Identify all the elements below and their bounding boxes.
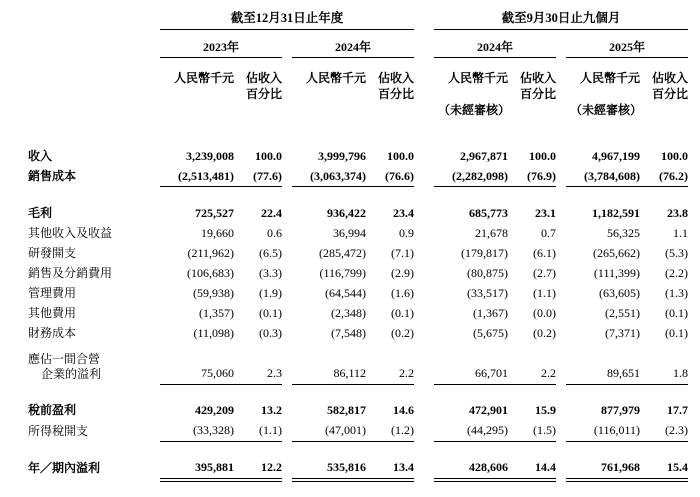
column-gap: [414, 203, 434, 223]
column-gap: [556, 30, 566, 58]
amount-cell: 877,979: [601, 403, 641, 417]
unit-pct-2024-nine-months: [508, 58, 556, 131]
unit-pct-label-top: 佔收入: [378, 71, 415, 85]
subtotal-rule: [28, 187, 688, 199]
percent-cell: 23.4: [393, 205, 415, 220]
row-label: [28, 458, 160, 479]
percent-cell: (2.3): [665, 423, 689, 437]
column-gap: [414, 349, 434, 384]
unit-rmb-2024-nine-months: [434, 58, 511, 131]
unit-amount-label: 人民幣千元: [448, 71, 509, 85]
amount-cell: (59,938): [193, 285, 234, 300]
amount-cell: (3,784,608): [584, 168, 641, 183]
year-2024: 2024年: [292, 30, 414, 58]
table-row: [28, 263, 688, 283]
percent-cell: 23.8: [667, 205, 689, 220]
amount-cell: 472,901: [469, 403, 509, 417]
column-gap: [282, 458, 292, 479]
unit-pct-label-top: 佔收入: [520, 71, 557, 85]
row-label: [28, 421, 160, 442]
amount-cell: 36,994: [333, 225, 366, 240]
table-body: [28, 130, 688, 481]
column-gap: [556, 223, 566, 243]
table-row: [28, 223, 688, 243]
table-row: [28, 243, 688, 263]
amount-cell: 3,239,008: [186, 148, 234, 163]
amount-cell: (7,548): [331, 325, 366, 340]
percent-cell: (1.1): [259, 423, 282, 437]
amount-cell: (111,399): [593, 265, 641, 280]
column-gap: [414, 384, 434, 396]
row-label-text: 銷售及分銷費用: [28, 265, 113, 280]
column-gap: [414, 58, 434, 131]
percent-cell: 23.1: [535, 205, 557, 220]
year-row: [28, 30, 688, 58]
amount-cell: 2,967,871: [460, 148, 509, 163]
empty-cell: [28, 58, 160, 131]
column-gap: [282, 203, 292, 223]
period-group-nine-months: 截至9月30日止九個月: [434, 8, 688, 30]
rule-segment: [292, 384, 414, 396]
percent-cell: (76.2): [659, 168, 689, 183]
amount-cell: 1,182,591: [592, 205, 641, 220]
income-statement-table: [28, 8, 688, 482]
amount-cell: 936,422: [327, 205, 366, 220]
rule-segment: [160, 187, 282, 199]
row-label-text: 所得稅開支: [28, 423, 89, 438]
column-gap: [556, 441, 566, 453]
column-gap: [556, 323, 566, 343]
percent-cell: (5.3): [665, 245, 689, 260]
rule-segment: [160, 384, 282, 396]
year-2025-nine-months: 2025年: [566, 30, 688, 58]
empty-cell: [28, 30, 160, 58]
percent-cell: (77.6): [253, 168, 282, 183]
percent-cell: 15.9: [535, 403, 557, 417]
subtotal-rule: [28, 384, 688, 396]
unit-rmb-2025-nine-months: [566, 58, 643, 131]
percent-cell: (0.1): [665, 325, 689, 340]
percent-cell: (0.2): [533, 325, 557, 340]
percent-cell: 17.7: [667, 403, 689, 417]
row-label: [28, 401, 160, 421]
percent-cell: 1.1: [673, 225, 689, 240]
amount-cell: (106,683): [187, 265, 234, 280]
column-gap: [282, 58, 292, 131]
column-gap: [414, 421, 434, 442]
unit-pct-label-top: 佔收入: [245, 71, 282, 85]
percent-cell: (0.0): [533, 305, 557, 320]
percent-cell: 14.4: [535, 460, 557, 474]
unit-rmb-2023: [160, 58, 234, 131]
column-gap: [414, 283, 434, 303]
percent-cell: 14.6: [393, 403, 415, 417]
amount-cell: (1,367): [473, 305, 509, 320]
column-gap: [556, 58, 566, 131]
amount-cell: (11,098): [193, 325, 234, 340]
column-gap: [282, 441, 292, 453]
rule-segment: [566, 384, 688, 396]
rule-segment: [160, 478, 282, 481]
percent-cell: (2.7): [533, 265, 557, 280]
column-gap: [282, 401, 292, 421]
column-gap: [282, 349, 292, 384]
percent-cell: 0.7: [541, 225, 557, 240]
unit-header-row: [28, 58, 688, 131]
unit-pct-label-bottom: 百分比: [378, 87, 415, 101]
column-gap: [414, 401, 434, 421]
amount-cell: 56,325: [607, 225, 641, 240]
amount-cell: (2,551): [605, 305, 641, 320]
amount-cell: (211,962): [187, 245, 234, 260]
table-row: [28, 458, 688, 479]
percent-cell: (0.3): [259, 325, 282, 340]
year-2023: 2023年: [160, 30, 282, 58]
amount-cell: (63,605): [599, 285, 641, 300]
amount-cell: (80,875): [467, 265, 509, 280]
column-gap: [414, 441, 434, 453]
row-label-text: 財務成本: [28, 325, 77, 340]
unit-amount-label: 人民幣千元: [173, 71, 234, 85]
row-label: [28, 243, 160, 263]
percent-cell: (1.1): [533, 285, 557, 300]
column-gap: [282, 283, 292, 303]
percent-cell: (1.6): [391, 285, 415, 300]
amount-cell: (2,513,481): [178, 168, 234, 183]
column-gap: [556, 203, 566, 223]
row-label-text: 稅前盈利: [28, 403, 77, 417]
column-gap: [282, 166, 292, 187]
amount-cell: 3,999,796: [318, 148, 366, 163]
percent-cell: (0.1): [259, 305, 282, 320]
column-gap: [556, 263, 566, 283]
column-gap: [414, 323, 434, 343]
amount-cell: (33,517): [467, 285, 509, 300]
amount-cell: (5,675): [473, 325, 509, 340]
column-gap: [282, 243, 292, 263]
column-gap: [556, 401, 566, 421]
percent-cell: (2.2): [665, 265, 689, 280]
rule-segment: [566, 187, 688, 199]
column-gap: [556, 283, 566, 303]
percent-cell: (0.1): [391, 305, 415, 320]
column-gap: [556, 384, 566, 396]
row-label-text: 銷售成本: [28, 169, 77, 183]
percent-cell: 22.4: [261, 205, 282, 220]
unit-pct-label-bottom: 百分比: [245, 87, 282, 101]
row-label-text: 毛利: [28, 205, 53, 220]
rule-segment: [292, 187, 414, 199]
amount-cell: (2,282,098): [452, 168, 509, 183]
rule-segment: [566, 441, 688, 453]
percent-cell: (2.9): [391, 265, 415, 280]
amount-cell: 86,112: [333, 366, 366, 380]
column-gap: [414, 146, 434, 166]
amount-cell: (44,295): [467, 423, 509, 437]
amount-cell: (265,662): [593, 245, 641, 260]
percent-cell: 2.2: [399, 366, 415, 380]
percent-cell: 2.2: [541, 366, 557, 380]
amount-cell: 429,209: [195, 403, 234, 417]
row-label-text: 年／期內溢利: [28, 460, 101, 475]
amount-cell: (1,357): [199, 305, 234, 320]
row-label-text: 收入: [28, 148, 53, 163]
percent-cell: 13.4: [393, 460, 415, 474]
amount-cell: 725,527: [195, 205, 234, 220]
percent-cell: (0.1): [665, 305, 689, 320]
amount-cell: (116,011): [593, 423, 641, 437]
grand-total-double-rule: [28, 478, 688, 481]
empty-cell: [28, 8, 160, 30]
unit-pct-label-top: 佔收入: [652, 71, 689, 85]
amount-cell: 19,660: [201, 225, 234, 240]
row-label-text-line2: 企業的溢利: [41, 366, 102, 381]
column-gap: [414, 187, 434, 199]
column-gap: [414, 223, 434, 243]
percent-cell: (76.6): [385, 168, 415, 183]
amount-cell: 66,701: [475, 366, 509, 380]
percent-cell: 15.4: [667, 460, 689, 474]
unit-pct-label-bottom: 百分比: [520, 87, 557, 101]
unit-pct-label-bottom: 百分比: [652, 87, 689, 101]
rule-segment: [434, 384, 556, 396]
row-label: [28, 349, 160, 384]
table-row: [28, 166, 688, 187]
table-row: [28, 303, 688, 323]
percent-cell: (76.9): [527, 168, 557, 183]
unit-amount-label: 人民幣千元: [580, 71, 641, 85]
column-gap: [282, 303, 292, 323]
column-gap: [556, 421, 566, 442]
column-gap: [282, 263, 292, 283]
row-label-text: 應佔一間合營: [28, 351, 101, 366]
percent-cell: 100.0: [529, 148, 557, 163]
table-row: [28, 349, 688, 384]
row-label-text: 其他收入及收益: [28, 225, 113, 240]
column-gap: [414, 303, 434, 323]
amount-cell: (116,799): [319, 265, 366, 280]
table-row: [28, 283, 688, 303]
amount-cell: (2,348): [331, 305, 366, 320]
percent-cell: 12.2: [261, 460, 282, 474]
column-gap: [556, 303, 566, 323]
table-row: [28, 203, 688, 223]
percent-cell: (1.2): [391, 423, 415, 437]
column-gap: [556, 458, 566, 479]
amount-cell: 4,967,199: [592, 148, 641, 163]
unit-rmb-2024: [292, 58, 366, 131]
column-gap: [282, 384, 292, 396]
column-gap: [414, 243, 434, 263]
percent-cell: 1.8: [673, 366, 689, 380]
unit-pct-2024: [366, 58, 414, 131]
rule-segment: [434, 441, 556, 453]
table-row: [28, 146, 688, 166]
column-gap: [414, 8, 434, 30]
table-header: [28, 8, 688, 130]
percent-cell: (1.9): [259, 285, 282, 300]
amount-cell: 582,817: [327, 403, 366, 417]
column-gap: [414, 263, 434, 283]
amount-cell: 685,773: [469, 205, 509, 220]
subtotal-rule: [28, 441, 688, 453]
row-label-text: 其他費用: [28, 305, 77, 320]
rule-segment: [566, 478, 688, 481]
percent-cell: 100.0: [661, 148, 689, 163]
amount-cell: 21,678: [475, 225, 509, 240]
period-group-row: [28, 8, 688, 30]
amount-cell: (179,817): [461, 245, 509, 260]
period-group-annual: 截至12月31日止年度: [160, 8, 414, 30]
percent-cell: (6.1): [533, 245, 557, 260]
table-row: [28, 323, 688, 343]
unaudited-note: （未經審核）: [438, 103, 511, 117]
amount-cell: (3,063,374): [310, 168, 366, 183]
percent-cell: (3.3): [259, 265, 282, 280]
column-gap: [282, 30, 292, 58]
row-label: [28, 303, 160, 323]
row-label: [28, 263, 160, 283]
amount-cell: (7,371): [605, 325, 641, 340]
column-gap: [414, 478, 434, 481]
percent-cell: 13.2: [261, 403, 282, 417]
row-label: [28, 223, 160, 243]
percent-cell: (1.3): [665, 285, 689, 300]
unaudited-note: （未經審核）: [570, 103, 643, 117]
amount-cell: 535,816: [327, 460, 366, 474]
column-gap: [282, 187, 292, 199]
row-label: [28, 203, 160, 223]
column-gap: [282, 146, 292, 166]
column-gap: [282, 421, 292, 442]
unit-pct-2025-nine-months: [640, 58, 688, 131]
percent-cell: (7.1): [391, 245, 415, 260]
amount-cell: (33,328): [193, 423, 234, 437]
percent-cell: 2.3: [267, 366, 282, 380]
percent-cell: 100.0: [387, 148, 415, 163]
column-gap: [556, 478, 566, 481]
column-gap: [556, 187, 566, 199]
column-gap: [414, 458, 434, 479]
unit-pct-2023: [234, 58, 282, 131]
rule-segment: [292, 478, 414, 481]
percent-cell: 100.0: [255, 148, 282, 163]
row-label: [28, 146, 160, 166]
rule-segment: [292, 441, 414, 453]
amount-cell: 75,060: [201, 366, 234, 380]
amount-cell: 395,881: [195, 460, 234, 474]
column-gap: [282, 323, 292, 343]
percent-cell: (1.5): [533, 423, 557, 437]
table-row: [28, 401, 688, 421]
rule-segment: [434, 478, 556, 481]
rule-segment: [160, 441, 282, 453]
amount-cell: (64,544): [325, 285, 366, 300]
row-label: [28, 323, 160, 343]
row-label: [28, 166, 160, 187]
table-row: [28, 421, 688, 442]
row-label-text: 管理費用: [28, 285, 77, 300]
row-label: [28, 283, 160, 303]
column-gap: [414, 30, 434, 58]
percent-cell: 0.6: [267, 225, 282, 240]
amount-cell: 761,968: [601, 460, 641, 474]
row-label-text: 研發開支: [28, 245, 77, 260]
amount-cell: 89,651: [607, 366, 641, 380]
amount-cell: (47,001): [325, 423, 366, 437]
percent-cell: 0.9: [399, 225, 415, 240]
column-gap: [556, 166, 566, 187]
amount-cell: 428,606: [469, 460, 509, 474]
column-gap: [556, 243, 566, 263]
unit-amount-label: 人民幣千元: [305, 71, 366, 85]
spacer-row: [28, 130, 688, 146]
column-gap: [556, 349, 566, 384]
column-gap: [556, 146, 566, 166]
column-gap: [414, 166, 434, 187]
percent-cell: (0.2): [391, 325, 415, 340]
column-gap: [282, 223, 292, 243]
amount-cell: (285,472): [319, 245, 366, 260]
percent-cell: (6.5): [259, 245, 282, 260]
year-2024-nine-months: 2024年: [434, 30, 556, 58]
column-gap: [282, 478, 292, 481]
rule-segment: [434, 187, 556, 199]
